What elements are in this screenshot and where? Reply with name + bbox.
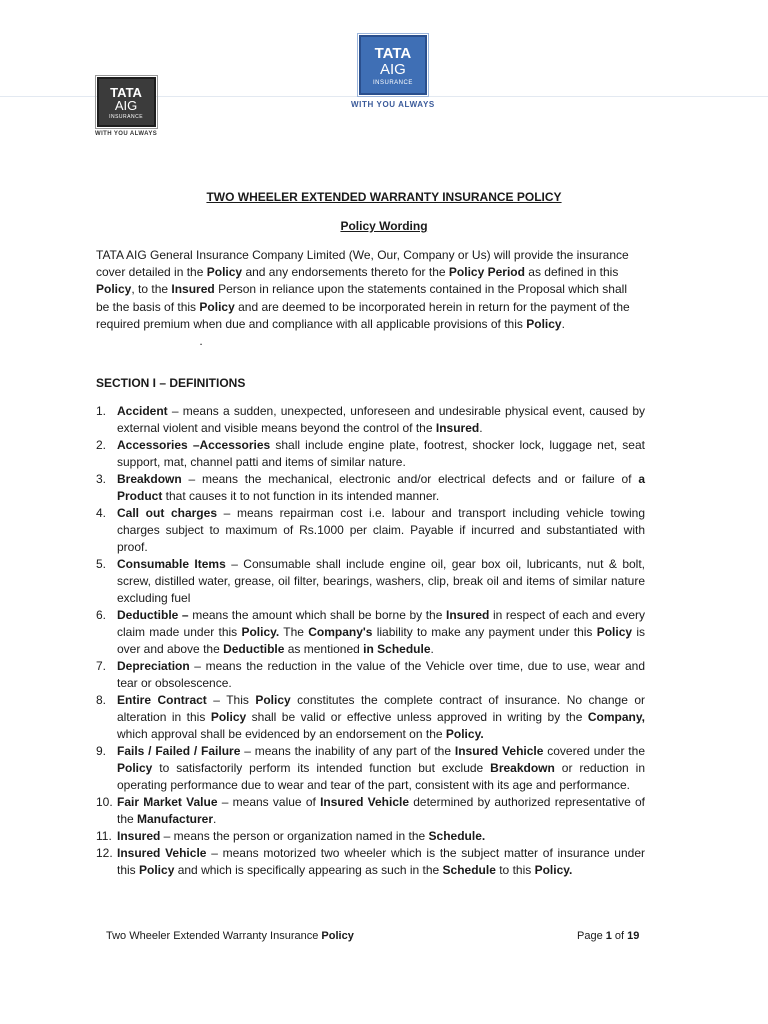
- bold-term: Manufacturer: [137, 812, 214, 826]
- definition-item: [96, 437, 645, 471]
- tata-aig-logo-small: [95, 77, 157, 137]
- definition-number: 3.: [96, 472, 107, 486]
- definition-text: [117, 557, 645, 605]
- bold-term: Call out charges: [117, 506, 217, 520]
- text-run: – means the inability of any part of the: [240, 744, 455, 758]
- definition-text: [117, 438, 645, 469]
- tata-aig-logo-main: [351, 35, 435, 109]
- text-run: – This: [206, 693, 256, 707]
- text-run: – means value of: [217, 795, 321, 809]
- bold-term: Consumable Items: [117, 557, 226, 571]
- text-run: and are deemed to be incorporated herein in return for the payment of the required premium when due and compliance with all applicable provisions of this: [96, 299, 630, 331]
- bold-term: Breakdown: [490, 761, 555, 775]
- logo-tagline: WITH YOU ALWAYS: [95, 131, 158, 137]
- text-run: and which is specifically appearing as such in the: [174, 863, 443, 877]
- text-run: as defined in this: [524, 265, 619, 280]
- text-run: .: [430, 642, 434, 656]
- bold-term: Policy.: [534, 863, 573, 877]
- logo-sub: AIG: [114, 98, 138, 113]
- definition-text: [117, 404, 645, 435]
- text-run: as mentioned: [284, 642, 364, 656]
- text-run: or reduction in operating performance due to wear and tear of the part, consistent with its age and performance.: [117, 761, 645, 792]
- bold-term: Insured: [171, 282, 215, 297]
- bold-term: Policy: [96, 282, 132, 297]
- text-run: determined by authorized representative of the: [117, 795, 645, 826]
- bold-term: Depreciation: [117, 659, 190, 673]
- section-heading: SECTION I – DEFINITIONS: [96, 376, 246, 390]
- logo-badge: [97, 77, 156, 127]
- definition-text: [117, 829, 485, 843]
- bold-term: Policy.: [445, 727, 484, 741]
- definition-item: [96, 743, 645, 794]
- definition-item: [96, 794, 645, 828]
- text-run: constitutes the complete contract of insurance. No change or alteration in this: [117, 693, 645, 724]
- logo-tagline: WITH YOU ALWAYS: [351, 100, 435, 109]
- bold-term: Policy: [210, 710, 247, 724]
- definition-number: 1.: [96, 404, 107, 418]
- document-subtitle: Policy Wording: [340, 219, 428, 233]
- text-run: means the amount which shall be borne by the: [188, 608, 447, 622]
- logo-badge: [359, 35, 427, 95]
- logo-brand: TATA: [374, 45, 412, 62]
- text-run: shall include engine plate, footrest, shocker lock, luggage net, seat support, mat, channel patti and items of similar nature.: [117, 438, 645, 469]
- definition-number: 4.: [96, 506, 107, 520]
- definition-number: 12.: [96, 846, 113, 860]
- bold-term: a Product: [117, 472, 645, 503]
- bold-term: Insured Vehicle: [320, 795, 410, 809]
- definition-number: 7.: [96, 659, 107, 673]
- text-run: – means the person or organization named in the: [160, 829, 429, 843]
- text-run: Person in reliance upon the statements contained in the Proposal which shall be the basis of this: [96, 282, 627, 314]
- definition-text: [117, 795, 645, 826]
- definition-text: [117, 744, 645, 792]
- bold-term: Policy: [596, 625, 633, 639]
- text-run: – means the reduction in the value of the Vehicle over time, due to use, wear and tear or obsolescence.: [117, 659, 645, 690]
- document-title: TWO WHEELER EXTENDED WARRANTY INSURANCE POLICY: [206, 190, 562, 204]
- definition-item: [96, 658, 645, 692]
- text-run: is over and above the: [117, 625, 645, 656]
- text-run: and any endorsements thereto for the: [242, 265, 449, 280]
- bold-term: Fails / Failed / Failure: [117, 744, 241, 758]
- definition-item: [96, 403, 645, 437]
- text-run: in respect of each and every claim made under this: [117, 608, 645, 639]
- bold-term: Policy.: [241, 625, 280, 639]
- definition-item: [96, 845, 645, 879]
- definition-number: 9.: [96, 744, 107, 758]
- footer-policy-word: Policy: [321, 930, 354, 942]
- page-word: Page: [577, 930, 606, 942]
- definition-number: 2.: [96, 438, 107, 452]
- bold-term: Insured: [117, 829, 161, 843]
- definition-number: 11.: [96, 829, 112, 843]
- text-run: covered under the: [543, 744, 645, 758]
- bold-term: Company's: [308, 625, 373, 639]
- definition-text: [117, 608, 645, 656]
- page-total: 19: [627, 930, 640, 942]
- page-of: of: [611, 930, 628, 942]
- footer-text: Two Wheeler Extended Warranty Insurance: [106, 930, 322, 942]
- text-run: which approval shall be evidenced by an endorsement on the: [117, 727, 446, 741]
- definition-number: 8.: [96, 693, 107, 707]
- bold-term: Insured Vehicle: [117, 846, 207, 860]
- definition-item: [96, 607, 645, 658]
- bold-term: Deductible –: [117, 608, 189, 622]
- definition-number: 5.: [96, 557, 107, 571]
- logo-brand: TATA: [110, 85, 142, 100]
- definition-item: [96, 556, 645, 607]
- footer-document-name: [106, 930, 354, 942]
- bold-term: Schedule: [442, 863, 496, 877]
- logo-sub: AIG: [379, 61, 406, 78]
- bold-term: Policy: [139, 863, 175, 877]
- bold-term: Accessories –Accessories: [117, 438, 271, 452]
- text-run: shall be valid or effective unless approved in writing by the: [246, 710, 588, 724]
- bold-term: Fair Market Value: [117, 795, 218, 809]
- definition-number: 6.: [96, 608, 107, 622]
- bold-term: Policy: [255, 693, 291, 707]
- text-run: The: [279, 625, 309, 639]
- text-run: to this: [495, 863, 535, 877]
- bold-term: Insured: [435, 421, 480, 435]
- text-run: – Consumable shall include engine oil, gear box oil, lubricants, nut & bolt, screw, distilled water, grease, oil filter, bearings, washers, clip, break oil and items of similar nature excluding fuel: [117, 557, 646, 605]
- bold-term: Company,: [587, 710, 645, 724]
- page-number: [577, 930, 639, 942]
- definition-item: [96, 505, 645, 556]
- definition-item: [96, 828, 645, 845]
- bold-term: Policy Period: [448, 265, 525, 280]
- page-current: 1: [605, 930, 612, 942]
- definition-item: [96, 692, 645, 743]
- bold-term: Deductible: [223, 642, 285, 656]
- text-run: to satisfactorily perform its intended function but exclude: [152, 761, 491, 775]
- text-run: liability to make any payment under this: [372, 625, 597, 639]
- text-run: – means repairman cost i.e. labour and transport including vehicle towing charges subject to maximum of Rs.1000 per claim. Payable if incurred and substantiated with proof.: [117, 506, 646, 554]
- logo-insurance: INSURANCE: [372, 80, 413, 86]
- text-run: , to the: [131, 282, 172, 297]
- bold-term: Policy: [526, 316, 562, 331]
- logo-insurance: INSURANCE: [109, 114, 144, 120]
- definition-text: [117, 846, 645, 877]
- text-run: .: [479, 421, 483, 435]
- definition-text: [117, 659, 645, 690]
- bold-term: Schedule.: [428, 829, 486, 843]
- bold-term: Insured Vehicle: [454, 744, 544, 758]
- definitions-list: [96, 403, 645, 879]
- definition-item: [96, 471, 645, 505]
- text-run: – means the mechanical, electronic and/or electrical defects and or failure of: [181, 472, 639, 486]
- bold-term: Policy: [117, 761, 153, 775]
- bold-term: in Schedule: [363, 642, 431, 656]
- text-run: .: [213, 812, 217, 826]
- definition-text: [117, 693, 645, 741]
- text-run: that causes it to not function in its intended manner.: [162, 489, 440, 503]
- definition-text: [117, 506, 645, 554]
- intro-paragraph: [96, 247, 641, 350]
- bold-term: Policy: [206, 265, 243, 280]
- definition-number: 10.: [96, 795, 113, 809]
- bold-term: Policy: [199, 299, 235, 314]
- text-run: – means motorized two wheeler which is the subject matter of insurance under this: [117, 846, 645, 877]
- bold-term: Insured: [446, 608, 490, 622]
- text-run: – means a sudden, unexpected, unforeseen and undesirable physical event, caused by external violent and visible means beyond the control of the: [117, 404, 645, 435]
- text-run: . .: [96, 316, 565, 349]
- bold-term: Entire Contract: [117, 693, 207, 707]
- bold-term: Accident: [117, 404, 168, 418]
- definition-text: [117, 472, 645, 503]
- text-run: TATA AIG General Insurance Company Limited (We, Our, Company or Us) will provide the insurance cover detailed in the: [96, 248, 629, 280]
- bold-term: Breakdown: [117, 472, 182, 486]
